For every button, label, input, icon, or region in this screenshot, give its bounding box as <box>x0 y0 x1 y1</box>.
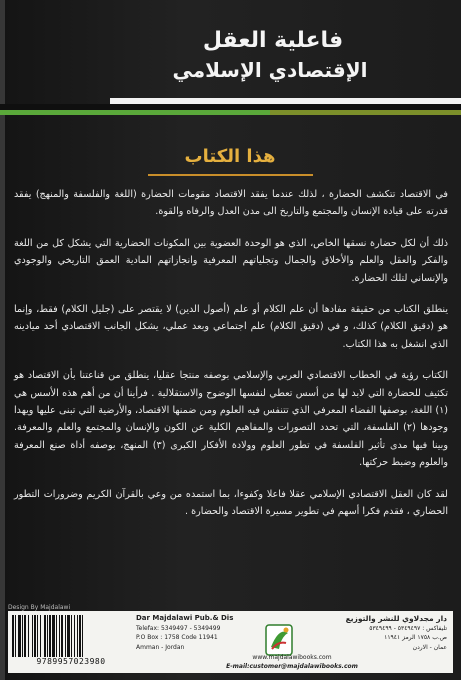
heading-underline <box>148 174 313 176</box>
publisher-telefax-latin: Telefax: 5349497 - 5349499 <box>136 624 221 632</box>
publisher-pobox-arabic: ص.ب ١٧٥٨ الرمز ١١٩٤١ <box>384 634 447 642</box>
publisher-telefax-arabic: تليفاكس : ٥٣٤٩٤٩٧ - ٥٣٤٩٤٩٩ <box>369 624 447 632</box>
book-title-line-2: الإقتصادي الإسلامي <box>172 58 368 82</box>
decorative-band-green <box>0 110 270 115</box>
publisher-web-contacts <box>136 653 448 671</box>
publisher-website: www.majdalawibooks.com <box>252 654 332 661</box>
blurb-paragraph-1: في الاقتصاد تتكشف الحضارة ، لذلك عندما يفقد الاقتصاد مقومات الحضارة (اللغة والفلسفة والمنهج) يفقد قدرته على قيادة الإنسان والمجتمع والتاريخ الى مدن العدل والرفاه والقوة. <box>14 189 448 218</box>
spine-edge <box>0 0 5 680</box>
book-title-line-1: فاعلية العقل <box>202 28 344 53</box>
blurb-paragraph-3: ينطلق الكتاب من حقيقة مفادها أن علم الكلام أو علم (أصول الدين) لا يقتصر على (جليل الكلام) فقط، وإنما هو (دقيق الكلام) كذلك، و في (دقيق الكلام) علم اجتماعي وبعد عملي، يشكل الجانب الاقتصادي أحد ميادينه الذي انشغل به هذا الكتاب. <box>14 304 448 350</box>
decorative-band-olive <box>270 110 461 115</box>
isbn-barcode <box>12 615 130 667</box>
designer-credit: Design By Majdalawi <box>8 604 71 611</box>
publisher-info-latin <box>136 614 256 652</box>
publisher-name-arabic: دار مجدلاوي للنشر والتوزيع <box>345 614 447 623</box>
blurb-paragraph-4: الكتاب رؤية في الخطاب الاقتصادي العربي والإسلامي بوصفه منتجا عقليا، ينطلق من قناعتنا بأن الاقتصاد هو تكثيف للحضارة التي لابد لها من أسس تعطي لنفسها الوضوح والاستقلالية . فرأينا أن من أهم هذه الأسس هي (١) اللغة، بوصفها الفضاء المعرفي الذي تتنفس فيه العلوم ومن ضمنها الاقتصاد، والأرضية التي تبنى عليها ويهدا وجودها (٢) الفلسفة، التي تحدد التصورات والمفاهيم الكلية عن الكون والإنسان والمجتمع والعلم والمعرفة. وبينا فيها مدى تأثير الفلسفة في تطور العلوم وولادة الأفكار الكبرى (٣) المنهج، بوصفه أداة صنع المعرفة والعلوم وضبط حركتها. <box>14 370 448 469</box>
section-heading: هذا الكتاب <box>184 146 276 167</box>
publisher-pobox-latin: P.O Box : 1758 Code 11941 <box>136 634 218 642</box>
blurb-paragraph-2: ذلك أن لكل حضارة نسقها الخاص، الذي هو الوحدة العضوية بين المكونات الحضارية التي يشكل كل من اللغة والفكر والعقل والعلم والأخلاق والجمال وتجلياتهم المعرفية وانجازاتهم المادية العمق التاريخي والوجودي والإنساني لتلك الحضارة. <box>14 237 448 284</box>
publisher-city-latin: Amman - Jordan <box>136 643 185 651</box>
publisher-imprint-panel <box>8 611 453 673</box>
publisher-city-arabic: عمان - الاردن <box>412 643 447 651</box>
blurb-text <box>14 186 448 535</box>
blurb-paragraph-5: لقد كان العقل الاقتصادي الإسلامي عقلا فاعلا وكفوءا، بما استمده من وعي بالقرآن الكريم وضرورات التطور الحضاري ، فقدم فكرا أسهم في تطوير مسيرة الاقتصاد والحضارة . <box>14 488 448 518</box>
barcode-bars <box>12 615 130 657</box>
publisher-email: E-mail:customer@majdalawibooks.com <box>226 663 358 670</box>
publisher-name-latin: Dar Majdalawi Pub.& Dis <box>136 614 234 622</box>
publisher-info-arabic <box>299 614 447 652</box>
barcode-number: 9789957023980 <box>36 657 106 666</box>
